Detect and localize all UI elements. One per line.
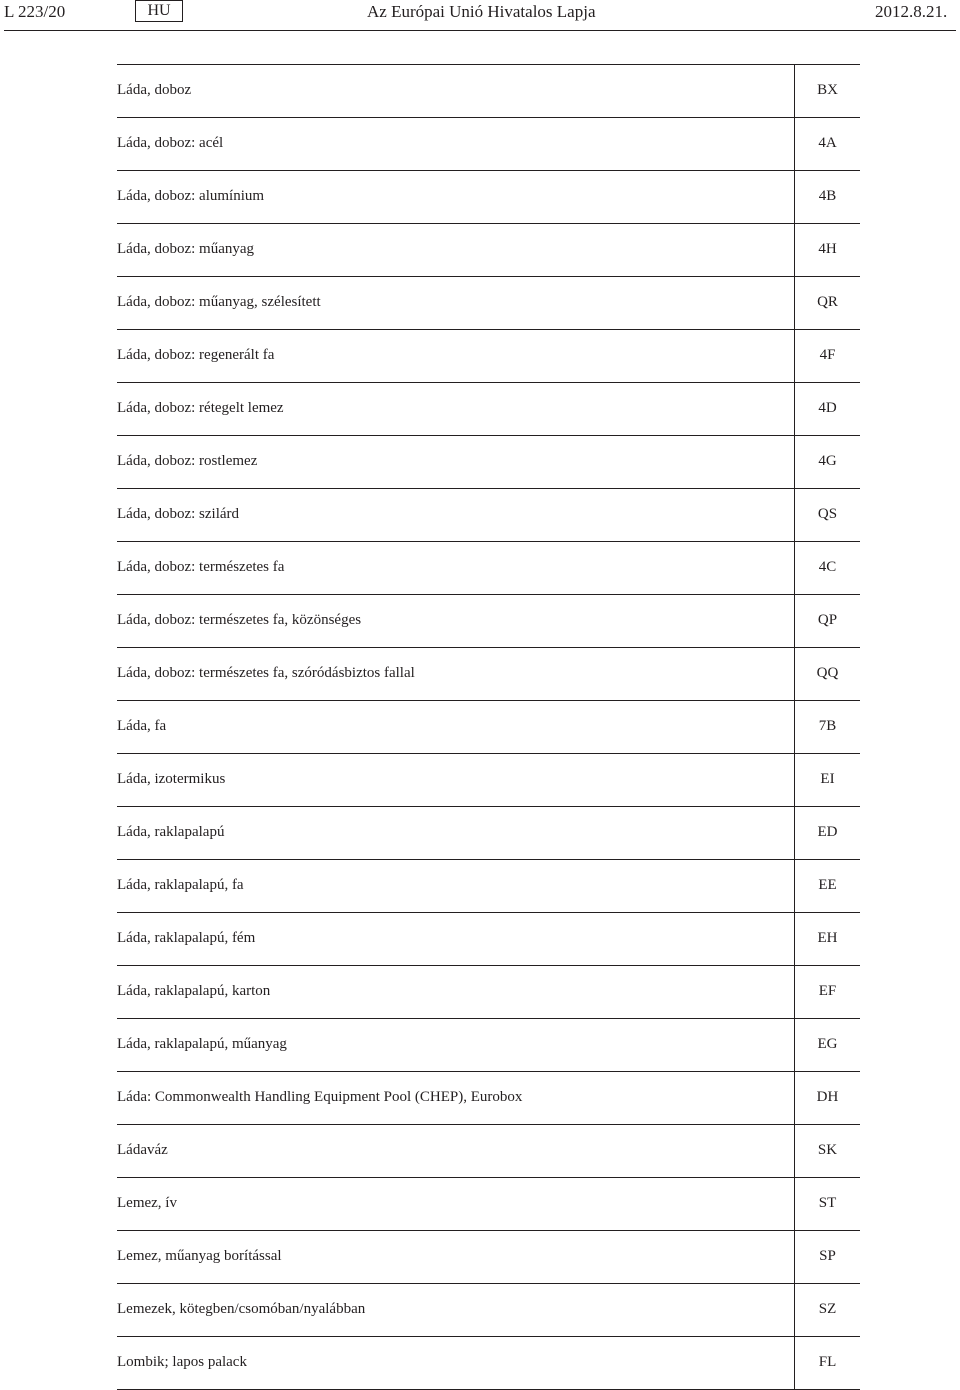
table-row [117,277,860,330]
package-code: 4C [818,559,837,575]
package-description: Ládaváz [117,1142,168,1158]
package-code: SP [819,1248,836,1264]
table-row [117,860,860,913]
page-reference: L 223/20 [4,2,66,21]
table-row [117,648,860,701]
table-row [117,1125,860,1178]
table-row [117,966,860,1019]
publication-date: 2012.8.21. [875,2,948,21]
package-description: Láda, doboz: természetes fa [117,559,285,575]
table-row [117,701,860,754]
header-divider [4,30,956,31]
package-code: EE [818,877,837,893]
package-description: Láda, raklapalapú, fém [117,930,256,946]
packaging-code-table [117,64,860,1390]
package-code: DH [816,1089,839,1105]
table-row [117,754,860,807]
package-description: Láda, doboz [117,82,192,98]
package-code: EG [817,1036,838,1052]
table-row [117,807,860,860]
package-code: SZ [818,1301,837,1317]
package-description: Láda, raklapalapú [117,824,225,840]
package-code: QS [817,506,838,522]
package-code: QR [817,294,838,310]
package-description: Láda, doboz: szilárd [117,506,240,522]
package-code: EF [818,983,837,999]
table-row [117,542,860,595]
package-description: Lemezek, kötegben/csomóban/nyalábban [117,1301,366,1317]
package-description: Láda, fa [117,718,167,734]
package-description: Lombik; lapos palack [117,1354,247,1370]
package-description: Láda, doboz: alumínium [117,188,265,204]
package-description: Láda, raklapalapú, karton [117,983,271,999]
table-row [117,595,860,648]
table-row [117,489,860,542]
table-row [117,118,860,171]
table-row [117,1337,860,1390]
package-code: FL [818,1354,837,1370]
package-description: Láda, doboz: regenerált fa [117,347,275,363]
package-code: 4H [818,241,837,257]
language-badge: HU [135,0,183,22]
package-description: Láda, raklapalapú, fa [117,877,244,893]
package-description: Láda, raklapalapú, műanyag [117,1036,287,1052]
package-description: Láda, doboz: természetes fa, szóródásbiztos fallal [117,665,415,681]
table-row [117,65,860,118]
package-description: Lemez, ív [117,1195,177,1211]
package-code: ST [818,1195,837,1211]
package-code: QQ [816,665,839,681]
package-code: BX [817,82,838,98]
package-code: ED [817,824,838,840]
table-row [117,1178,860,1231]
page-header [0,0,960,30]
package-code: 4B [818,188,837,204]
table-row [117,436,860,489]
package-description: Láda: Commonwealth Handling Equipment Pool (CHEP), Eurobox [117,1089,523,1105]
table-row [117,1284,860,1337]
table-row [117,913,860,966]
package-description: Láda, doboz: acél [117,135,224,151]
journal-title: Az Európai Unió Hivatalos Lapja [367,2,596,21]
package-description: Láda, doboz: rostlemez [117,453,258,469]
table-row [117,383,860,436]
table-row [117,224,860,277]
package-code: 4A [818,135,837,151]
table-row [117,1231,860,1284]
package-description: Láda, izotermikus [117,771,226,787]
package-description: Láda, doboz: műanyag, szélesített [117,294,321,310]
package-code: SK [817,1142,838,1158]
package-code: EI [820,771,835,787]
table-row [117,1072,860,1125]
package-description: Láda, doboz: rétegelt lemez [117,400,284,416]
package-code: EH [817,930,838,946]
package-description: Lemez, műanyag borítással [117,1248,282,1264]
package-code: 4G [818,453,837,469]
table-row [117,1019,860,1072]
table-row [117,330,860,383]
package-description: Láda, doboz: műanyag [117,241,255,257]
package-description: Láda, doboz: természetes fa, közönséges [117,612,362,628]
package-code: 4D [818,400,837,416]
package-code: 7B [818,718,837,734]
package-code: 4F [819,347,836,363]
table-row [117,171,860,224]
package-code: QP [817,612,838,628]
